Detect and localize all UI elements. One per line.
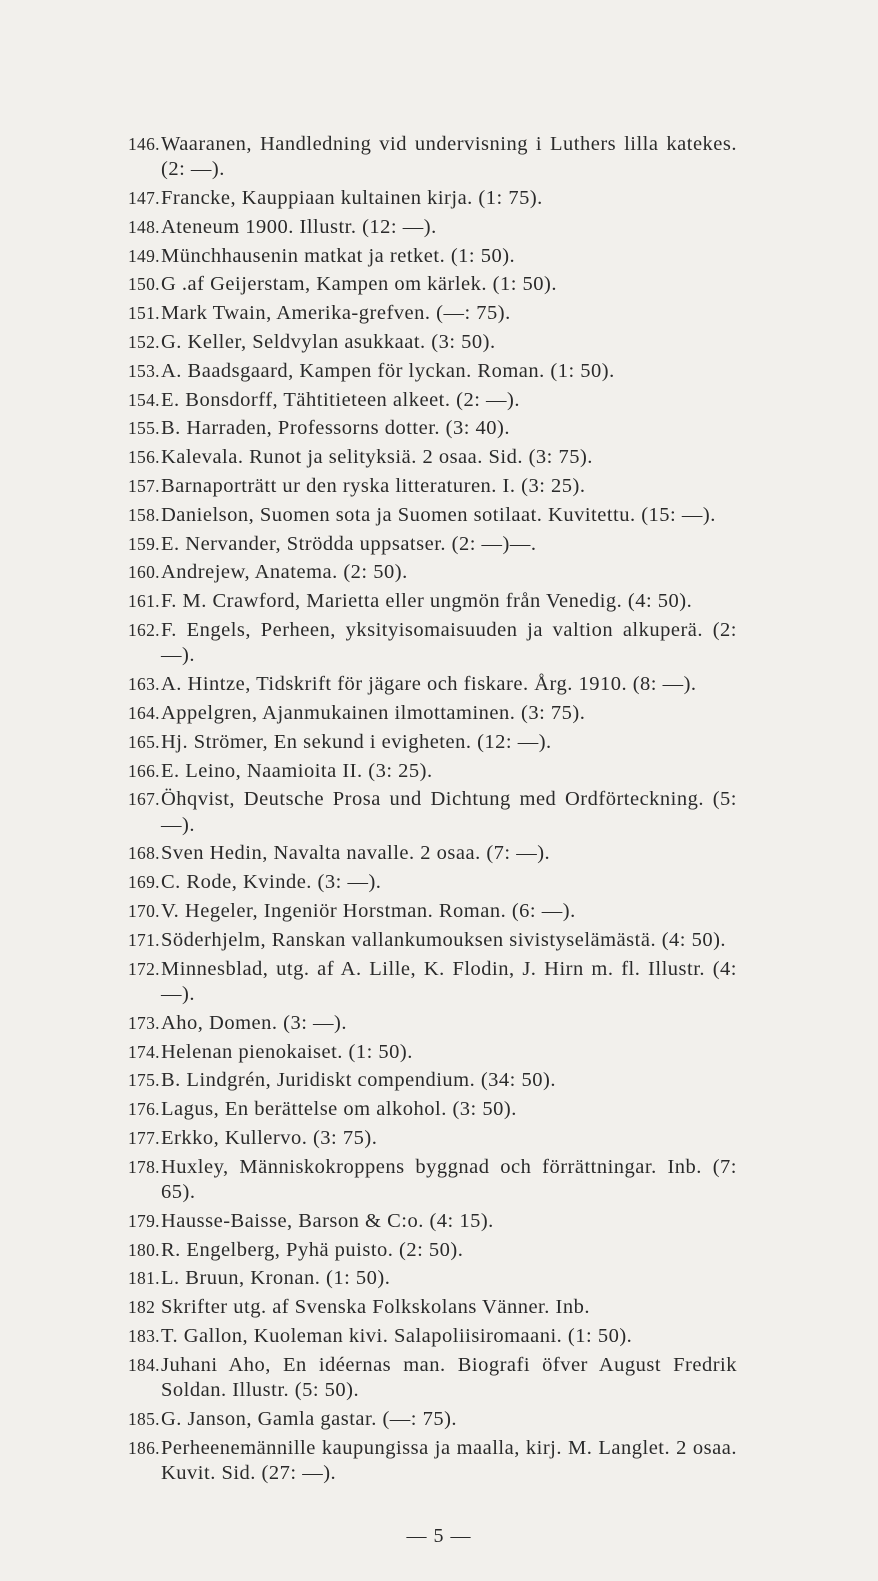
entry-number: 166. <box>128 760 160 781</box>
entry-number: 146. <box>128 134 160 154</box>
entry-number: 170. <box>128 901 160 922</box>
entry-number: 156. <box>128 447 160 468</box>
entry-text: Minnesblad, utg. af A. Lille, K. Flodin, J. Hirn m. fl. Illustr. (4: —). <box>161 957 737 1005</box>
catalog-entry <box>0 301 878 326</box>
catalog-entry <box>0 1209 878 1234</box>
entry-text: B. Lindgrén, Juridiskt compendium. (34: 50). <box>161 1069 556 1092</box>
entry-number: 163. <box>128 674 160 695</box>
catalog-entry <box>0 445 878 470</box>
entry-text: Andrejew, Anatema. (2: 50). <box>161 561 408 584</box>
entry-number: 177. <box>128 1127 160 1148</box>
entry-number: 152. <box>128 332 160 353</box>
catalog-entry <box>0 186 878 211</box>
entry-number: 158. <box>128 504 160 525</box>
entry-text: G. Keller, Seldvylan asukkaat. (3: 50). <box>161 331 496 354</box>
catalog-entry <box>0 701 878 726</box>
entry-number: 164. <box>128 702 160 723</box>
entry-text: Perheenemännille kaupungissa ja maalla, kirj. M. Langlet. 2 osaa. Kuvit. Sid. (27: —). <box>161 1436 737 1484</box>
entry-text: Aho, Domen. (3: —). <box>161 1011 348 1034</box>
entry-number: 184. <box>128 1354 160 1375</box>
catalog-entry <box>0 589 878 614</box>
catalog-entry <box>0 928 878 953</box>
entry-number: 159. <box>128 533 160 554</box>
catalog-entry <box>0 1353 878 1404</box>
entry-number: 175. <box>128 1070 160 1091</box>
entry-text: Ateneum 1900. Illustr. (12: —). <box>161 215 437 238</box>
entry-text: Barnaporträtt ur den ryska litteraturen. I. (3: 25). <box>161 475 586 498</box>
catalog-entry <box>0 1407 878 1432</box>
catalog-entry <box>0 1126 878 1151</box>
catalog-entry <box>0 388 878 413</box>
entry-number: 154. <box>128 389 160 410</box>
entry-text: Erkko, Kullervo. (3: 75). <box>161 1126 378 1149</box>
catalog-entry <box>0 1097 878 1122</box>
catalog-entry <box>0 1068 878 1093</box>
entry-number: 176. <box>128 1099 160 1120</box>
entry-number: 183. <box>128 1325 160 1346</box>
entry-text: R. Engelberg, Pyhä puisto. (2: 50). <box>161 1238 464 1261</box>
catalog-entry <box>0 330 878 355</box>
entry-text: A. Hintze, Tidskrift för jägare och fiskare. Årg. 1910. (8: —). <box>161 673 697 696</box>
catalog-entry <box>0 1324 878 1349</box>
catalog-entry <box>0 672 878 697</box>
catalog-entry <box>0 1295 878 1320</box>
entry-text: T. Gallon, Kuoleman kivi. Salapoliisiromaani. (1: 50). <box>161 1324 633 1347</box>
entry-number: 161. <box>128 591 160 612</box>
entry-text: Danielson, Suomen sota ja Suomen sotilaat. Kuvitettu. (15: —). <box>161 503 716 526</box>
entry-number: 186. <box>128 1437 160 1458</box>
entry-number: 153. <box>128 360 160 381</box>
entry-text: Kalevala. Runot ja selityksiä. 2 osaa. Sid. (3: 75). <box>161 446 593 469</box>
entry-text: E. Leino, Naamioita II. (3: 25). <box>161 759 433 782</box>
catalog-entry <box>0 560 878 585</box>
entry-number: 174. <box>128 1041 160 1062</box>
entry-number: 179. <box>128 1210 160 1231</box>
entry-text: Juhani Aho, En idéernas man. Biografi öfver August Fredrik Soldan. Illustr. (5: 50). <box>161 1353 737 1402</box>
entry-text: A. Baadsgaard, Kampen för lyckan. Roman. (1: 50). <box>161 359 615 382</box>
entry-text: Appelgren, Ajanmukainen ilmottaminen. (3: 75). <box>161 701 586 724</box>
entry-number: 173. <box>128 1012 160 1033</box>
catalog-entry <box>0 759 878 784</box>
entry-text: F. Engels, Perheen, yksityisomaisuuden ja valtion alkuperä. (2: —). <box>161 619 737 667</box>
entry-text: Francke, Kauppiaan kultainen kirja. (1: 75). <box>161 187 543 210</box>
catalog-entry <box>0 1155 878 1206</box>
entry-number: 167. <box>128 789 160 810</box>
catalog-entry <box>0 1040 878 1065</box>
entry-number: 157. <box>128 476 160 497</box>
catalog-entry <box>0 272 878 297</box>
catalog-entry <box>0 244 878 269</box>
catalog-entry <box>0 503 878 528</box>
entry-number: 168. <box>128 843 160 864</box>
entry-number: 178. <box>128 1156 160 1177</box>
catalog-entry <box>0 1238 878 1263</box>
entry-text: V. Hegeler, Ingeniör Horstman. Roman. (6: —). <box>161 900 576 923</box>
catalog-entry <box>0 1436 878 1487</box>
catalog-list <box>0 132 878 1490</box>
catalog-entry <box>0 474 878 499</box>
catalog-entry <box>0 215 878 240</box>
entry-text: Mark Twain, Amerika-grefven. (—: 75). <box>161 302 511 325</box>
entry-number: 165. <box>128 731 160 752</box>
entry-text: E. Bonsdorff, Tähtitieteen alkeet. (2: —). <box>161 388 520 411</box>
entry-text: L. Bruun, Kronan. (1: 50). <box>161 1267 391 1290</box>
entry-text: Hausse-Baisse, Barson & C:o. (4: 15). <box>161 1209 494 1232</box>
entry-text: Öhqvist, Deutsche Prosa und Dichtung med Ordförteckning. (5: —). <box>161 788 737 836</box>
entry-text: Helenan pienokaiset. (1: 50). <box>161 1040 413 1063</box>
entry-number: 148. <box>128 216 160 237</box>
entry-text: Waaranen, Handledning vid undervisning i Luthers lilla katekes. (2: —). <box>161 133 737 181</box>
entry-text: Skrifter utg. af Svenska Folkskolans Vänner. Inb. <box>161 1296 590 1319</box>
catalog-entry <box>0 532 878 557</box>
entry-text: Lagus, En berättelse om alkohol. (3: 50). <box>161 1098 517 1121</box>
entry-text: C. Rode, Kvinde. (3: —). <box>161 871 382 894</box>
catalog-entry <box>0 841 878 866</box>
entry-number: 150. <box>128 274 160 295</box>
entry-number: 147. <box>128 188 160 209</box>
entry-text: Münchhausenin matkat ja retket. (1: 50). <box>161 244 516 267</box>
catalog-entry <box>0 870 878 895</box>
entry-number: 185. <box>128 1408 160 1429</box>
catalog-entry <box>0 787 878 838</box>
entry-number: 180. <box>128 1239 160 1260</box>
entry-number: 160. <box>128 562 160 583</box>
entry-text: Söderhjelm, Ranskan vallankumouksen sivistyselämästä. (4: 50). <box>161 928 727 951</box>
entry-text: Sven Hedin, Navalta navalle. 2 osaa. (7: —). <box>161 842 551 865</box>
entry-text: F. M. Crawford, Marietta eller ungmön från Venedig. (4: 50). <box>161 590 693 613</box>
catalog-entry <box>0 730 878 755</box>
entry-text: B. Harraden, Professorns dotter. (3: 40). <box>161 417 511 440</box>
entry-number: 172. <box>128 958 160 979</box>
catalog-entry <box>0 132 878 183</box>
entry-text: G. Janson, Gamla gastar. (—: 75). <box>161 1407 458 1430</box>
catalog-entry <box>0 618 878 669</box>
entry-text: Hj. Strömer, En sekund i evigheten. (12: —). <box>161 730 552 753</box>
catalog-entry <box>0 1266 878 1291</box>
entry-number: 171. <box>128 929 160 950</box>
catalog-entry <box>0 359 878 384</box>
entry-number: 151. <box>128 303 160 324</box>
entry-number: 182 <box>128 1297 156 1318</box>
entry-number: 181. <box>128 1268 160 1289</box>
entry-number: 169. <box>128 872 160 893</box>
page-number: — 5 — <box>406 1525 472 1547</box>
catalog-entry <box>0 957 878 1008</box>
catalog-entry <box>0 899 878 924</box>
catalog-entry <box>0 1011 878 1036</box>
catalog-entry <box>0 416 878 441</box>
entry-text: E. Nervander, Strödda uppsatser. (2: —)—. <box>161 532 537 555</box>
entry-number: 149. <box>128 245 160 266</box>
entry-text: G .af Geijerstam, Kampen om kärlek. (1: 50). <box>161 273 558 296</box>
entry-number: 162. <box>128 620 160 641</box>
entry-text: Huxley, Människokroppens byggnad och förrättningar. Inb. (7: 65). <box>161 1155 737 1203</box>
entry-number: 155. <box>128 418 160 439</box>
